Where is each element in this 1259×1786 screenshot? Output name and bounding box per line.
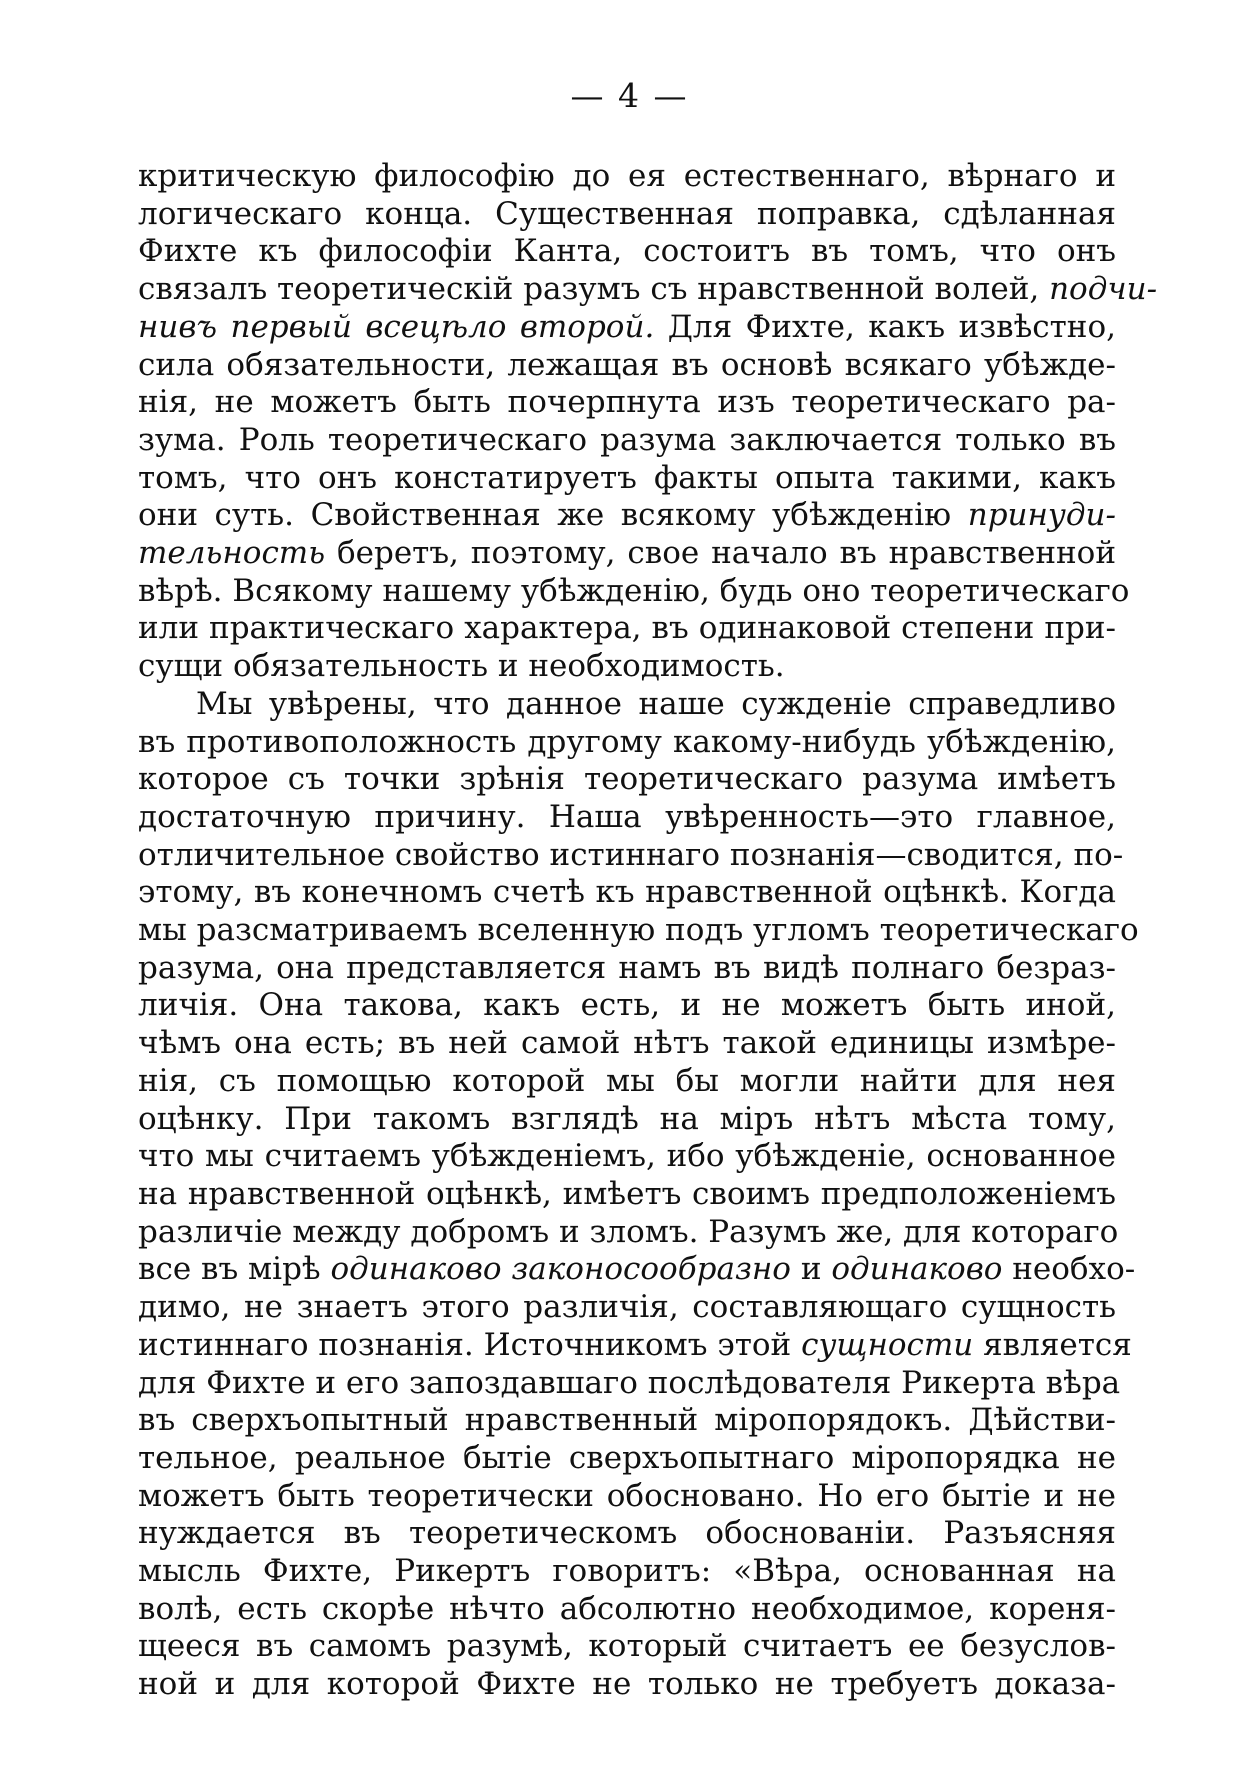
text-line bbox=[138, 158, 1116, 196]
text-line bbox=[138, 987, 1116, 1025]
text-line bbox=[138, 1101, 1116, 1139]
text-line bbox=[138, 196, 1116, 234]
body-text bbox=[138, 158, 1158, 1704]
text-segment: этому, въ конечномъ счетѣ къ нравственной оцѣнкѣ. Когда bbox=[138, 874, 1116, 911]
text-segment: сила обязательности, лежащая въ основѣ всякаго убѣжде- bbox=[138, 346, 1116, 383]
text-line bbox=[138, 1251, 1136, 1289]
text-line bbox=[138, 1289, 1116, 1327]
text-segment: въ противоположность другому какому-нибудь убѣжденію, bbox=[138, 723, 1116, 760]
text-line bbox=[138, 1515, 1116, 1553]
text-line bbox=[138, 460, 1116, 498]
text-segment: необхо- bbox=[1002, 1251, 1136, 1288]
text-segment: томъ, что онъ констатируетъ факты опыта такими, какъ bbox=[138, 459, 1116, 496]
text-line bbox=[138, 648, 1116, 686]
text-segment: мысль Фихте, Рикертъ говоритъ: «Вѣра, основанная на bbox=[138, 1553, 1116, 1590]
text-line bbox=[138, 761, 1116, 799]
italic-text: одинаково законосообразно bbox=[330, 1251, 791, 1288]
text-segment: зума. Роль теоретическаго разума заключается только въ bbox=[138, 421, 1116, 458]
text-line bbox=[138, 422, 1116, 460]
text-segment: логическаго концa. Существенная поправка, сдѣланная bbox=[138, 195, 1116, 232]
page-number: — 4 — bbox=[570, 76, 689, 115]
text-line bbox=[138, 572, 1130, 611]
text-segment: щееся въ самомъ разумѣ, который считаетъ ее безуслов- bbox=[138, 1628, 1116, 1665]
text-segment: нія, съ помощью которой мы бы могли найти для нея bbox=[138, 1062, 1116, 1099]
text-line bbox=[138, 1628, 1116, 1666]
text-line bbox=[138, 1591, 1116, 1629]
text-segment: можетъ быть теоретически обосновано. Но его бытіе и не bbox=[138, 1477, 1116, 1514]
text-line bbox=[138, 724, 1116, 762]
text-line bbox=[138, 309, 1116, 347]
text-segment: различіе между добромъ и зломъ. Разумъ же, для котораго bbox=[138, 1213, 1119, 1250]
text-line bbox=[138, 497, 1116, 535]
text-segment: является bbox=[973, 1326, 1132, 1363]
italic-text: нивъ первый всецѣло второй. bbox=[138, 308, 655, 345]
text-segment: вѣрѣ. Всякому нашему убѣжденію, будь оно теоретическаго bbox=[138, 572, 1130, 609]
text-segment: личія. Она такова, какъ есть, и не можетъ быть иной, bbox=[138, 987, 1116, 1024]
text-segment: нія, не можетъ быть почерпнута изъ теоретическаго ра- bbox=[138, 384, 1116, 421]
text-segment: беретъ, поэтому, свое начало въ нравственной bbox=[325, 535, 1116, 572]
text-line bbox=[138, 1478, 1116, 1516]
text-line bbox=[138, 950, 1116, 988]
italic-text: одинаково bbox=[831, 1251, 1003, 1288]
text-line bbox=[138, 1666, 1116, 1704]
text-segment: тельное, реальное бытіе сверхъопытнаго міропорядка не bbox=[138, 1439, 1116, 1476]
text-segment: нуждается въ теоретическомъ обоснованіи. Разъясняя bbox=[138, 1515, 1116, 1552]
text-segment: Мы увѣрены, что данное наше сужденіе справедливо bbox=[196, 685, 1116, 722]
text-segment: въ сверхъопытный нравственный міропорядокъ. Дѣйстви- bbox=[138, 1402, 1116, 1439]
text-segment: и bbox=[790, 1251, 832, 1288]
text-segment: на нравственной оцѣнкѣ, имѣетъ своимъ предположеніемъ bbox=[138, 1175, 1116, 1212]
text-segment: Для Фихте, какъ извѣстно, bbox=[654, 308, 1116, 345]
text-segment: разума, она представляется намъ въ видѣ полнаго безраз- bbox=[138, 949, 1116, 986]
text-line bbox=[138, 233, 1116, 271]
text-segment: которое съ точки зрѣнія теоретическаго разума имѣетъ bbox=[138, 761, 1116, 798]
text-line bbox=[138, 1138, 1116, 1176]
text-segment: или практическаго характера, въ одинаковой степени при- bbox=[138, 610, 1116, 647]
text-segment: мы разсматриваемъ вселенную подъ угломъ теоретическаго bbox=[138, 912, 1139, 949]
text-line bbox=[138, 1553, 1116, 1591]
text-segment: они суть. Свойственная же всякому убѣжденію bbox=[138, 497, 968, 534]
text-segment: волѣ, есть скорѣе нѣчто абсолютно необходимое, кореня- bbox=[138, 1590, 1116, 1627]
text-line bbox=[138, 535, 1116, 573]
text-line bbox=[138, 874, 1116, 912]
text-line bbox=[138, 1213, 1119, 1252]
text-segment: димо, не знаетъ этого различія, составляющаго сущность bbox=[138, 1289, 1116, 1326]
text-line bbox=[138, 1025, 1116, 1063]
text-line bbox=[138, 686, 1116, 724]
text-line bbox=[138, 1402, 1116, 1440]
text-line bbox=[138, 1364, 1121, 1403]
text-segment: сущи обязательность и необходимость. bbox=[138, 648, 785, 685]
text-segment: истиннаго познанія. Источникомъ этой bbox=[138, 1326, 802, 1363]
text-line bbox=[138, 1063, 1116, 1101]
text-segment: отличительное свойство истиннаго познанія—сводится, по- bbox=[138, 836, 1124, 873]
italic-text: принуди- bbox=[967, 497, 1116, 534]
text-segment: для Фихте и его запоздавшаго послѣдователя Рикерта вѣра bbox=[138, 1364, 1121, 1401]
text-line bbox=[138, 836, 1124, 875]
text-line bbox=[138, 912, 1139, 950]
text-line bbox=[138, 1326, 1132, 1365]
text-line bbox=[138, 1176, 1116, 1214]
text-segment: ной и для которой Фихте не только не требуетъ доказа- bbox=[138, 1666, 1116, 1703]
text-segment: чѣмъ она есть; въ ней самой нѣтъ такой единицы измѣре- bbox=[138, 1025, 1116, 1062]
italic-text: подчи- bbox=[1049, 271, 1158, 308]
text-line bbox=[138, 271, 1158, 309]
text-line bbox=[138, 799, 1116, 837]
italic-text: тельность bbox=[138, 535, 326, 572]
text-line bbox=[138, 610, 1116, 648]
text-segment: оцѣнку. При такомъ взглядѣ на міръ нѣтъ мѣста тому, bbox=[138, 1100, 1116, 1137]
text-segment: все въ мірѣ bbox=[138, 1251, 331, 1288]
text-segment: Фихте къ философіи Канта, состоитъ въ томъ, что онъ bbox=[138, 233, 1116, 270]
text-line bbox=[138, 1440, 1116, 1478]
text-segment: критическую философію до ея естественнаго, вѣрнаго и bbox=[138, 158, 1116, 194]
text-segment: что мы считаемъ убѣжденіемъ, ибо убѣжденіе, основанное bbox=[138, 1138, 1116, 1175]
italic-text: сущности bbox=[801, 1326, 974, 1363]
text-segment: связалъ теоретическій разумъ съ нравственной волей, bbox=[138, 271, 1050, 308]
text-line bbox=[138, 347, 1116, 385]
text-segment: достаточную причину. Наша увѣренность—это главное, bbox=[138, 798, 1116, 835]
text-line bbox=[138, 384, 1116, 422]
